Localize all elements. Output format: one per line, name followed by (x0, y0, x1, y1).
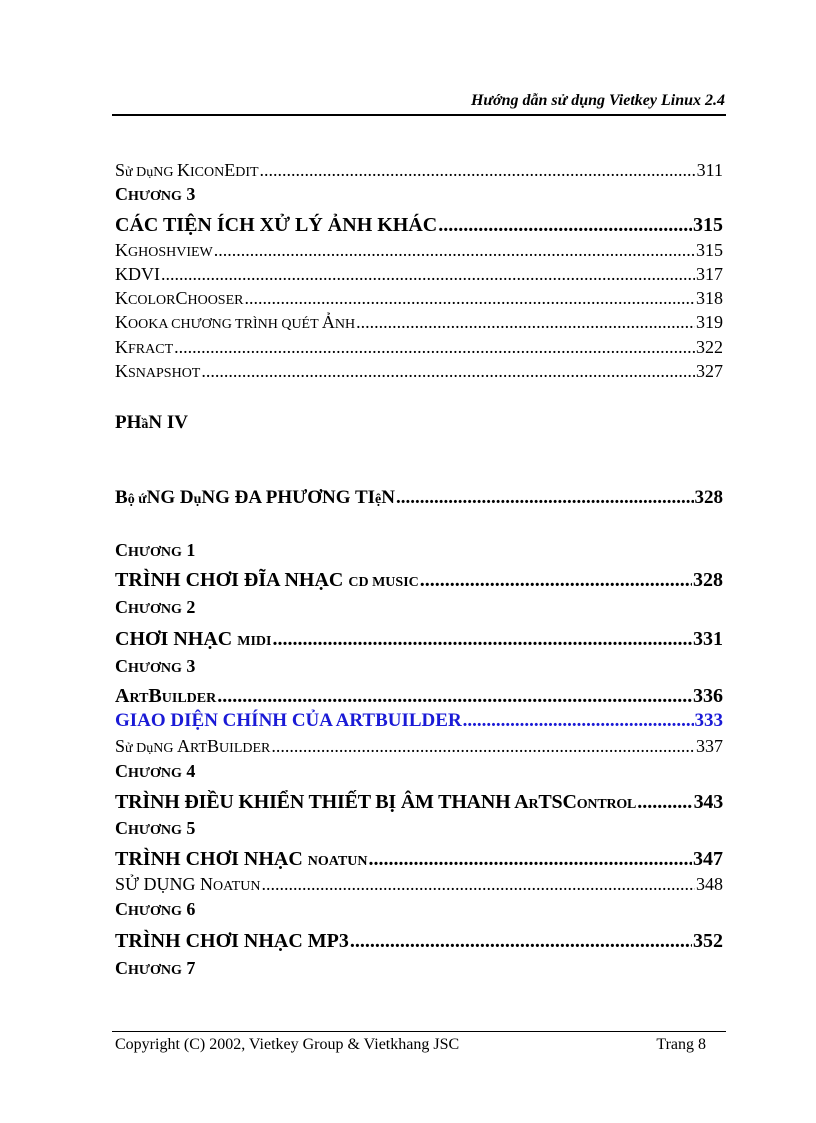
toc-entry-title: TRÌNH CHƠI NHẠC MP3 (115, 930, 349, 952)
toc-entry-kiconedit[interactable] (115, 160, 723, 181)
toc-entry-title: KOOKA CHƯƠNG TRÌNH QUÉT ẢNH (115, 312, 356, 332)
toc-page-number: 347 (693, 848, 723, 870)
chapter-label: CHƯƠNG 1 (115, 540, 196, 560)
toc-entry-cd-player[interactable] (115, 569, 723, 592)
toc-leader (368, 848, 692, 870)
toc-entry-mp3[interactable] (115, 930, 723, 953)
toc-leader (637, 791, 692, 813)
toc-entry-title: CHƠI NHẠC MIDI (115, 628, 272, 650)
toc-page-number: 336 (693, 685, 723, 707)
toc-entry-title: KCOLORCHOOSER (115, 288, 244, 308)
toc-entry-title: CÁC TIỆN ÍCH XỬ LÝ ẢNH KHÁC (115, 214, 438, 236)
toc-entry-title: KFRACT (115, 337, 174, 357)
toc-entry-title: Sử DụNG KICONEDIT (115, 160, 259, 180)
toc-leader (214, 240, 695, 260)
footer-copyright: Copyright (C) 2002, Vietkey Group & Vietkhang JSC (115, 1036, 460, 1053)
toc-page-number: 348 (696, 874, 723, 894)
toc-page-number: 343 (693, 791, 723, 813)
toc-page-number: 328 (694, 487, 723, 508)
toc-entry-kooka[interactable] (115, 312, 723, 333)
toc-leader (261, 874, 695, 894)
toc-page-number: 315 (693, 214, 723, 236)
toc-entry-ksnapshot[interactable] (115, 361, 723, 382)
toc-entry-using-artbuilder[interactable] (115, 736, 723, 757)
toc-entry-artbuilder-main-ui[interactable] (115, 710, 723, 732)
toc-leader (244, 288, 695, 308)
toc-leader (174, 337, 695, 357)
toc-leader (217, 685, 692, 707)
toc-entry-image-utilities[interactable] (115, 214, 723, 237)
toc-entry-noatun[interactable] (115, 848, 723, 871)
toc-leader (420, 569, 692, 591)
toc-entry-kcolorchooser[interactable] (115, 288, 723, 309)
toc-leader (201, 361, 695, 381)
footer-rule (112, 1031, 726, 1032)
toc-leader (271, 736, 695, 756)
toc-page-number: 311 (696, 160, 723, 180)
toc-entry-title: KGHOSHVIEW (115, 240, 213, 260)
toc-page-number: 337 (696, 736, 723, 756)
toc-leader (161, 264, 695, 284)
toc-entry-title: GIAO DIỆN CHÍNH CỦA ARTBUILDER (115, 710, 462, 731)
toc-page-number: 328 (693, 569, 723, 591)
toc-page-number: 333 (694, 710, 723, 731)
toc-entry-multimedia-suite[interactable] (115, 487, 723, 509)
toc-entry-title: KDVI (115, 264, 160, 284)
chapter-label: CHƯƠNG 2 (115, 597, 196, 617)
toc-page-number: 319 (696, 312, 723, 332)
chapter-label: CHƯƠNG 5 (115, 818, 196, 838)
toc-entry-kfract[interactable] (115, 337, 723, 358)
toc-entry-kdvi[interactable] (115, 264, 723, 285)
toc-entry-kghostview[interactable] (115, 240, 723, 261)
toc-page-number: 318 (696, 288, 723, 308)
toc-entry-artbuilder[interactable] (115, 685, 723, 708)
toc-leader (463, 710, 694, 731)
toc-leader (272, 628, 692, 650)
toc-entry-using-noatun[interactable] (115, 874, 723, 895)
chapter-label: CHƯƠNG 6 (115, 899, 196, 919)
toc-entry-title: TRÌNH CHƠI NHẠC NOATUN (115, 848, 368, 870)
toc-page-number: 322 (696, 337, 723, 357)
page-header-title: Hướng dẫn sử dụng Vietkey Linux 2.4 (470, 92, 725, 109)
toc-entry-title: Bộ ứNG DụNG ĐA PHƯƠNG TIệN (115, 487, 395, 508)
part-heading: PHầN IV (115, 412, 188, 433)
chapter-label: CHƯƠNG 7 (115, 958, 196, 978)
toc-entry-midi[interactable] (115, 628, 723, 651)
toc-leader (350, 930, 692, 952)
toc-entry-title: KSNAPSHOT (115, 361, 201, 381)
toc-entry-artscontrol[interactable] (115, 791, 723, 814)
toc-leader (260, 160, 696, 180)
toc-page-number: 315 (696, 240, 723, 260)
header-rule (112, 114, 726, 116)
toc-entry-title: Sử DụNG ARTBUILDER (115, 736, 271, 756)
toc-leader (396, 487, 694, 508)
chapter-label: CHƯƠNG 3 (115, 184, 196, 204)
toc-page-number: 317 (696, 264, 723, 284)
toc-page-number: 352 (693, 930, 723, 952)
toc-page-number: 327 (696, 361, 723, 381)
toc-entry-title: ARTBUILDER (115, 685, 217, 707)
footer-page-number: Trang 8 (656, 1036, 706, 1053)
toc-leader (438, 214, 692, 236)
chapter-label: CHƯƠNG 4 (115, 761, 196, 781)
toc-page-number: 331 (693, 628, 723, 650)
chapter-label: CHƯƠNG 3 (115, 656, 196, 676)
toc-entry-title: SỬ DỤNG NOATUN (115, 874, 261, 894)
toc-entry-title: TRÌNH ĐIỀU KHIỂN THIẾT BỊ ÂM THANH ARTSCONTROL (115, 791, 637, 813)
toc-entry-title: TRÌNH CHƠI ĐĨA NHẠC CD MUSIC (115, 569, 419, 591)
toc-leader (356, 312, 695, 332)
